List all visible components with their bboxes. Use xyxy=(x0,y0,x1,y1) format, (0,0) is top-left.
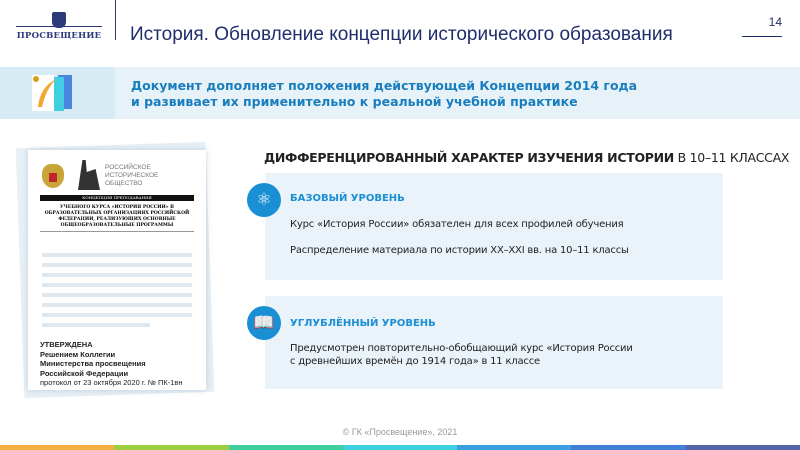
page-title: История. Обновление концепции исторического образования xyxy=(130,24,673,45)
stripe-segment xyxy=(686,445,800,450)
approval-line: Министерства просвещения xyxy=(40,359,146,368)
banner-icon-box xyxy=(0,67,115,119)
stripe-segment xyxy=(0,445,114,450)
text-placeholder-line xyxy=(42,313,192,317)
approval-block xyxy=(40,340,183,388)
advanced-level-line: с древнейших времён до 1914 года» в 11 классе xyxy=(290,356,540,367)
monument-icon xyxy=(78,160,100,190)
approval-line: Решением Коллегии xyxy=(40,349,116,359)
document-quill-icon xyxy=(30,73,86,113)
basic-level-item: Распределение материала по истории XX–XXI вв. на 10–11 классы xyxy=(290,245,629,256)
logo-line xyxy=(16,26,102,27)
basic-level-title: БАЗОВЫЙ УРОВЕНЬ xyxy=(290,193,405,204)
advanced-level-line: Предусмотрен повторительно-обобщающий курс «История России xyxy=(290,343,633,354)
document-org: РОССИЙСКОЕ ИСТОРИЧЕСКОЕ ОБЩЕСТВО xyxy=(105,164,159,187)
advanced-level-title: УГЛУБЛЁННЫЙ УРОВЕНЬ xyxy=(290,318,436,329)
text-placeholder-line xyxy=(42,323,150,327)
book-icon: 📖 xyxy=(247,306,281,340)
info-banner xyxy=(0,67,800,119)
banner-line-2: и развивает их применительно к реальной учебной практике xyxy=(131,94,578,109)
basic-level-item: Курс «История России» обязателен для всех профилей обучения xyxy=(290,219,624,230)
atom-icon: ⚛ xyxy=(247,183,281,217)
text-placeholder-line xyxy=(42,263,192,267)
prosveshchenie-logo xyxy=(14,12,104,46)
banner-line-1: Документ дополняет положения действующей Концепции 2014 года xyxy=(131,78,638,93)
stripe-segment xyxy=(457,445,571,450)
header-divider xyxy=(115,0,116,40)
document-title: УЧЕБНОГО КУРСА «ИСТОРИЯ РОССИИ» В ОБРАЗОВАТЕЛЬНЫХ ОРГАНИЗАЦИЯХ РОССИЙСКОЙ ФЕДЕРАЦИИ, РЕАЛИЗУЮЩИХ ОСНОВНЫЕ ОБЩЕОБРАЗОВАТЕЛЬНЫЕ ПРОГРАММЫ xyxy=(40,205,194,232)
logo-text: ПРОСВЕЩЕНИЕ xyxy=(16,31,102,41)
stripe-segment xyxy=(343,445,457,450)
stripe-segment xyxy=(571,445,685,450)
advanced-level-card xyxy=(253,296,723,389)
basic-level-card xyxy=(256,173,723,280)
approval-line: Российской Федерации xyxy=(40,368,129,378)
heading-rest: В 10–11 КЛАССАХ xyxy=(673,150,790,165)
protocol-line: протокол от 23 октября 2020 г. № ПК-1вн xyxy=(40,378,183,387)
text-placeholder-line xyxy=(42,253,192,257)
coat-of-arms-icon xyxy=(42,164,64,188)
color-stripe xyxy=(0,445,800,450)
copyright: © ГК «Просвещение», 2021 xyxy=(342,427,458,437)
section-heading xyxy=(264,150,789,165)
stripe-segment xyxy=(229,445,343,450)
page-number: 14 xyxy=(768,15,782,29)
text-placeholder-line xyxy=(42,283,192,287)
text-placeholder-line xyxy=(42,273,192,277)
document-bar: КОНЦЕПЦИЯ ПРЕПОДАВАНИЯ xyxy=(40,195,194,201)
heading-bold: ДИФФЕРЕНЦИРОВАННЫЙ ХАРАКТЕР ИЗУЧЕНИЯ ИСТОРИИ xyxy=(264,150,674,165)
text-placeholder-line xyxy=(42,303,192,307)
approval-line: УТВЕРЖДЕНА xyxy=(40,340,93,349)
stripe-segment xyxy=(114,445,228,450)
text-placeholder-line xyxy=(42,293,192,297)
concept-document-image xyxy=(28,150,206,390)
page-number-underline xyxy=(742,36,782,37)
